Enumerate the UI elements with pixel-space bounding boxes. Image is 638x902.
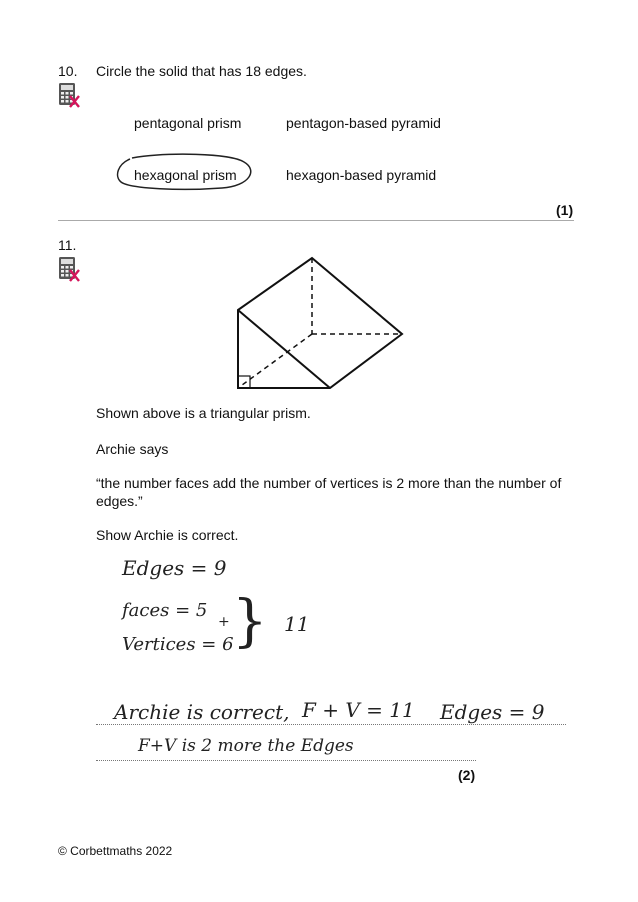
quote-line-2: edges.” — [96, 493, 143, 509]
prism-statement: Shown above is a triangular prism. — [96, 405, 311, 421]
working-vertices: Vertices = 6 — [122, 634, 234, 655]
working-brace: } — [232, 589, 268, 654]
copyright-footer: © Corbettmaths 2022 — [58, 844, 173, 858]
question-10-number: 10. — [58, 63, 78, 79]
answer-text-1c: Edges = 9 — [440, 700, 545, 724]
option-pentagon-based-pyramid[interactable]: pentagon-based pyramid — [286, 115, 441, 131]
quote-line-1: “the number faces add the number of vertices is 2 more than the number of — [96, 475, 562, 491]
triangular-prism-diagram — [228, 248, 412, 396]
question-10-prompt: Circle the solid that has 18 edges. — [96, 63, 307, 79]
option-hexagonal-prism[interactable]: hexagonal prism — [134, 167, 237, 183]
working-edges: Edges = 9 — [122, 556, 227, 580]
question-10-marks: (1) — [556, 202, 574, 218]
question-11-number: 11. — [58, 237, 77, 253]
working-total: 11 — [284, 612, 310, 636]
answer-text-1a: Archie is correct, — [114, 700, 290, 724]
working-plus: + — [218, 614, 230, 630]
answer-line-2 — [96, 760, 476, 761]
question-11-marks: (2) — [458, 767, 476, 783]
archie-says: Archie says — [96, 441, 169, 457]
option-hexagon-based-pyramid[interactable]: hexagon-based pyramid — [286, 167, 437, 183]
working-faces: faces = 5 — [122, 600, 208, 621]
answer-text-2: F+V is 2 more the Edges — [138, 736, 354, 756]
answer-circle-hand-drawn — [112, 150, 262, 192]
option-pentagonal-prism[interactable]: pentagonal prism — [134, 115, 242, 131]
calculator-not-allowed-icon — [58, 82, 80, 108]
calculator-not-allowed-icon — [58, 256, 80, 282]
answer-text-1b: F + V = 11 — [302, 698, 415, 722]
divider — [58, 220, 574, 221]
instruction: Show Archie is correct. — [96, 527, 239, 543]
answer-line-1 — [96, 724, 566, 725]
